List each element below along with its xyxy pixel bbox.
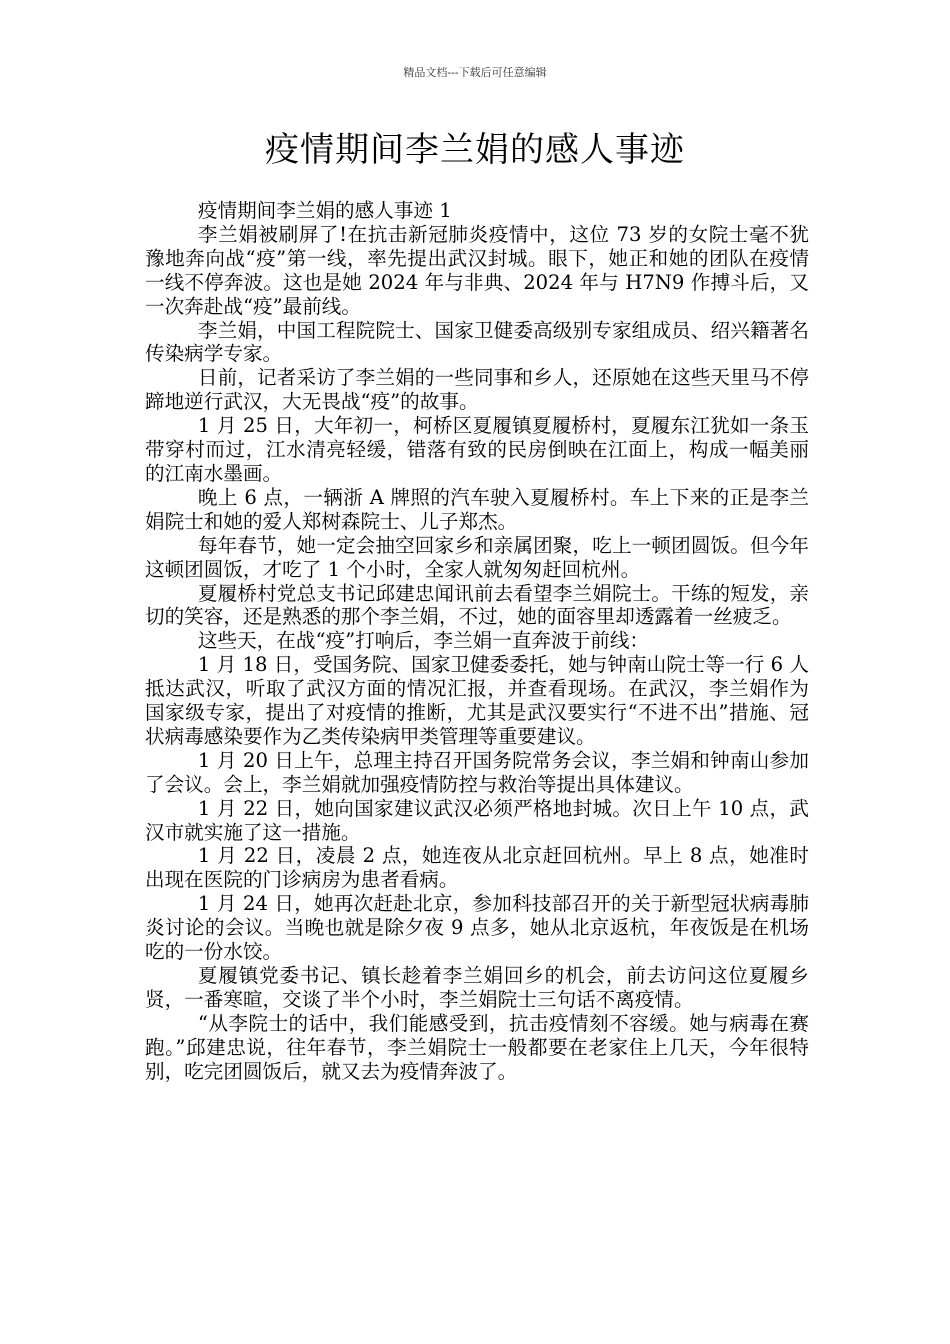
- paragraph: 1 月 20 日上午，总理主持召开国务院常务会议，李兰娟和钟南山参加了会议。会上，李兰娟就加强疫情防控与救治等提出具体建议。: [145, 748, 809, 796]
- paragraph: 1 月 22 日，她向国家建议武汉必须严格地封城。次日上午 10 点，武汉市就实施了这一措施。: [145, 796, 809, 844]
- paragraph: 1 月 22 日，凌晨 2 点，她连夜从北京赶回杭州。早上 8 点，她准时出现在医院的门诊病房为患者看病。: [145, 844, 809, 892]
- header-note: 精品文档---下载后可任意编辑: [403, 66, 547, 79]
- paragraph: 晚上 6 点，一辆浙 A 牌照的汽车驶入夏履桥村。车上下来的正是李兰娟院士和她的爱人郑树森院士、儿子郑杰。: [145, 485, 809, 533]
- paragraph: 夏履桥村党总支书记邱建忠闻讯前去看望李兰娟院士。干练的短发，亲切的笑容，还是熟悉的那个李兰娟，不过，她的面容里却透露着一丝疲乏。: [145, 581, 809, 629]
- paragraph: 每年春节，她一定会抽空回家乡和亲属团聚，吃上一顿团圆饭。但今年这顿团圆饭，才吃了 1 个小时，全家人就匆匆赶回杭州。: [145, 533, 809, 581]
- document-body: [145, 199, 809, 1084]
- paragraph: 1 月 25 日，大年初一，柯桥区夏履镇夏履桥村，夏履东江犹如一条玉带穿村而过，江水清亮轻缓，错落有致的民房倒映在江面上，构成一幅美丽的江南水墨画。: [145, 414, 809, 485]
- paragraph: 1 月 24 日，她再次赶赴北京，参加科技部召开的关于新型冠状病毒肺炎讨论的会议。当晚也就是除夕夜 9 点多，她从北京返杭，年夜饭是在机场吃的一份水饺。: [145, 892, 809, 964]
- paragraph: 夏履镇党委书记、镇长趁着李兰娟回乡的机会，前去访问这位夏履乡贤，一番寒暄，交谈了半个小时，李兰娟院士三句话不离疫情。: [145, 964, 809, 1011]
- paragraph: 李兰娟被刷屏了!在抗击新冠肺炎疫情中，这位 73 岁的女院士毫不犹豫地奔向战“疫”第一线，率先提出武汉封城。眼下，她正和她的团队在疫情一线不停奔波。这也是她 2024 年与非典、2024 年与 H7N9 作搏斗后，又一次奔赴战“疫”最前线。: [145, 222, 809, 318]
- paragraph-subtitle: 疫情期间李兰娟的感人事迹 1: [197, 199, 452, 222]
- paragraph: 这些天，在战“疫”打响后，李兰娟一直奔波于前线：: [197, 629, 650, 653]
- document-title: 疫情期间李兰娟的感人事迹: [265, 130, 685, 170]
- paragraph: 1 月 18 日，受国务院、国家卫健委委托，她与钟南山院士等一行 6 人抵达武汉，听取了武汉方面的情况汇报，并查看现场。在武汉，李兰娟作为国家级专家，提出了对疫情的推断，尤其是武汉要实行“不进不出”措施、冠状病毒感染要作为乙类传染病甲类管理等重要建议。: [145, 653, 809, 748]
- paragraph: 李兰娟，中国工程院院士、国家卫健委高级别专家组成员、绍兴籍著名传染病学专家。: [145, 318, 809, 366]
- paragraph: 日前，记者采访了李兰娟的一些同事和乡人，还原她在这些天里马不停蹄地逆行武汉，大无畏战“疫”的故事。: [145, 366, 809, 414]
- paragraph: “从李院士的话中，我们能感受到，抗击疫情刻不容缓。她与病毒在赛跑。”邱建忠说，往年春节，李兰娟院士一般都要在老家住上几天，今年很特别，吃完团圆饭后，就又去为疫情奔波了。: [145, 1011, 809, 1083]
